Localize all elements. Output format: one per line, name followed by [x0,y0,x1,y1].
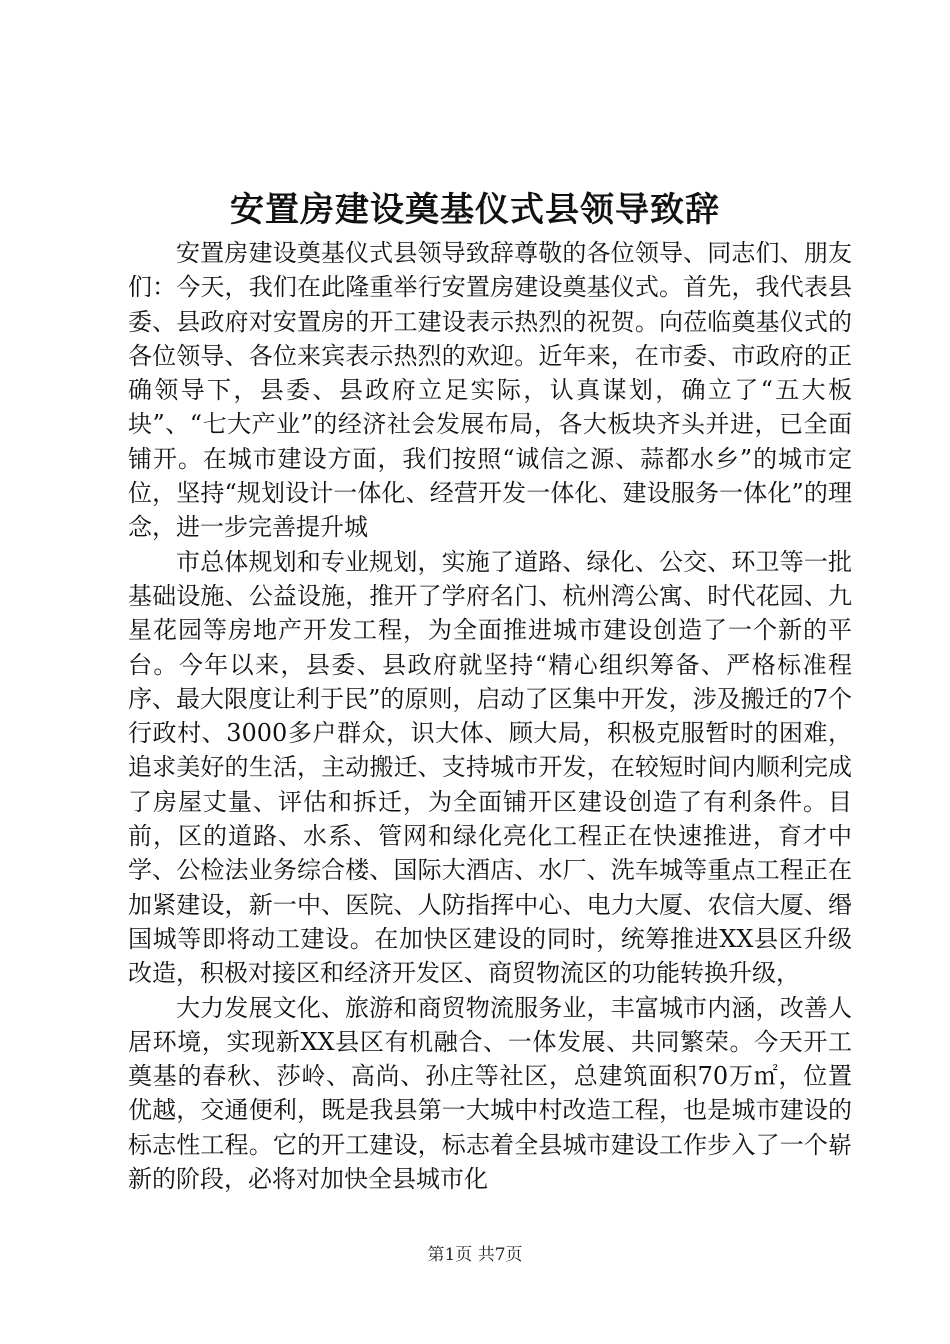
paragraph-1: 安置房建设奠基仪式县领导致辞尊敬的各位领导、同志们、朋友们：今天，我们在此隆重举行安置房建设奠基仪式。首先，我代表县委、县政府对安置房的开工建设表示热烈的祝贺。向莅临奠基仪式的各位领导、各位来宾表示热烈的欢迎。近年来，在市委、市政府的正确领导下，县委、县政府立足实际，认真谋划，确立了“五大板块”、“七大产业”的经济社会发展布局，各大板块齐头并进，已全面铺开。在城市建设方面，我们按照“诚信之源、蒜都水乡”的城市定位，坚持“规划设计一体化、经营开发一体化、建设服务一体化”的理念，进一步完善提升城 [128,239,852,542]
page-footer: 第1页 共7页 [427,1245,523,1265]
document-body [128,236,852,1196]
document-title: 安置房建设奠基仪式县领导致辞 [230,190,720,230]
paragraph-2: 市总体规划和专业规划，实施了道路、绿化、公交、环卫等一批基础设施、公益设施，推开了学府名门、杭州湾公寓、时代花园、九星花园等房地产开发工程，为全面推进城市建设创造了一个新的平台。今年以来，县委、县政府就坚持“精心组织筹备、严格标准程序、最大限度让利于民”的原则，启动了区集中开发，涉及搬迁的7个行政村、3000多户群众，识大体、顾大局，积极克服暂时的困难，追求美好的生活，主动搬迁、支持城市开发，在较短时间内顺利完成了房屋丈量、评估和拆迁，为全面铺开区建设创造了有利条件。目前，区的道路、水系、管网和绿化亮化工程正在快速推进，育才中学、公检法业务综合楼、国际大酒店、水厂、洗车城等重点工程正在加紧建设，新一中、医院、人防指挥中心、电力大厦、农信大厦、缗国城等即将动工建设。在加快区建设的同时，统筹推进XX县区升级改造，积极对接区和经济开发区、商贸物流区的功能转换升级， [128,547,852,988]
paragraph-3: 大力发展文化、旅游和商贸物流服务业，丰富城市内涵，改善人居环境，实现新XX县区有机融合、一体发展、共同繁荣。今天开工奠基的春秋、莎岭、高尚、孙庄等社区，总建筑面积70万㎡，位置优越，交通便利，既是我县第一大城中村改造工程，也是城市建设的标志性工程。它的开工建设，标志着全县城市建设工作步入了一个崭新的阶段，必将对加快全县城市化 [128,993,852,1194]
